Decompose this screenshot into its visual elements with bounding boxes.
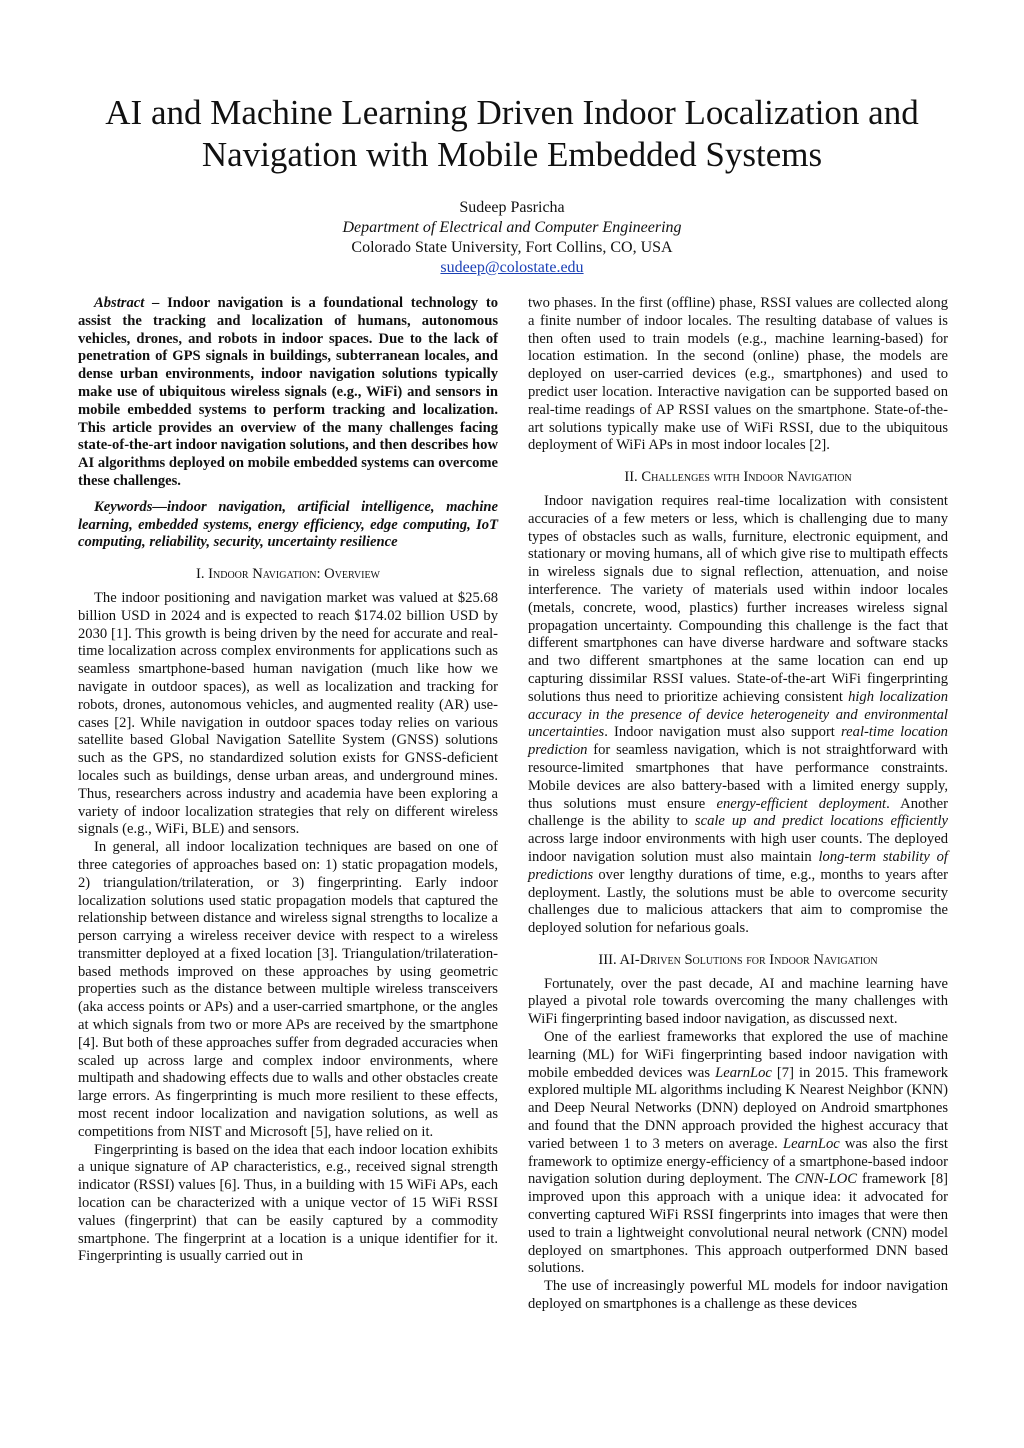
paper-title: AI and Machine Learning Driven Indoor Localization and Navigation with Mobile Embedded Systems xyxy=(105,93,919,174)
s2-emph-f: energy-efficient deployment xyxy=(716,795,887,812)
s2-emph-j: long-term stability of predictions xyxy=(528,848,948,883)
s2-text-e: for seamless navigation, which is not straightforward with resource-limited smartphones that have performance constraints. Mobile devices are also battery-based with a limited energy supply, thus solutions must ensure xyxy=(528,742,948,812)
abstract-text: – Indoor navigation is a foundational technology to assist the tracking and localization of humans, autonomous vehicles, drones, and robots in indoor spaces. Due to the lack of penetration of GPS signals in buildings, subterranean locales, and dense urban environments, indoor navigation solutions typically make use of ubiquitous wireless signals (e.g., WiFi) and sensors in mobile embedded systems to perform tracking and localization. This article provides an overview of the many challenges facing state-of-the-art indoor navigation solutions, and then describes how AI algorithms deployed on mobile embedded systems can overcome these challenges. xyxy=(78,295,498,489)
author-block xyxy=(212,198,812,278)
section-heading-1: I. Indoor Navigation: Overview xyxy=(195,566,380,583)
s3-text-c: [7] in 2015. This framework explored multiple ML algorithms including K Nearest Neighbor (KNN) and Deep Neural Networks (DNN) deployed on Android smartphones and found that the DNN approach provided the highest accuracy that varied between 1 to 3 meters on average. xyxy=(528,1064,948,1152)
author-name: Sudeep Pasricha xyxy=(459,199,565,216)
s3-text-e: was also the first framework to optimize energy-efficiency of a smartphone-based indoor navigation solution during deployment. The xyxy=(528,1135,948,1188)
section-2-paragraph xyxy=(528,493,948,938)
section-3-paragraph-2 xyxy=(528,1029,948,1278)
s2-text-k: over lengthy durations of time, e.g., months to years after deployment. Lastly, the solutions must be able to overcome security challenges due to malicious attackers that aim to compromise the deployed solution for nefarious goals. xyxy=(528,866,948,937)
right-column xyxy=(528,295,948,1314)
s3-emph-learnloc-2: LearnLoc xyxy=(782,1135,840,1152)
s2-text-i: across large indoor environments with high user counts. The deployed indoor navigation solution must also maintain xyxy=(528,831,948,865)
author-email-link[interactable]: sudeep@colostate.edu xyxy=(440,259,584,276)
author-department: Department of Electrical and Computer Engineering xyxy=(342,219,682,236)
s3-text-a: One of the earliest frameworks that explored the use of machine learning (ML) for WiFi fingerprinting based indoor navigation with mobile embedded devices was xyxy=(528,1029,948,1081)
section-1-paragraph-4: two phases. In the first (offline) phase, RSSI values are collected along a finite number of indoor locales. The resulting database of values is then often used to train models (e.g., machine learning-based) for location estimation. In the second (online) phase, the models are deployed on user-carried devices (e.g., smartphones) and used to predict user location. Interactive navigation can be supported based on real-time readings of AP RSSI values on the smartphone. State-of-the-art solutions typically make use of WiFi RSSI, due to the ubiquitous deployment of WiFi APs in most indoor locales [2]. xyxy=(528,295,948,454)
abstract-lead: Abstract xyxy=(94,295,145,311)
s2-emph-d: real-time location prediction xyxy=(528,724,948,759)
keywords-text: indoor navigation, artificial intelligence, machine learning, embedded systems, energy efficiency, edge computing, IoT computing, reliability, security, uncertainty resilience xyxy=(78,498,498,551)
s3-emph-learnloc-1: LearnLoc xyxy=(715,1064,772,1081)
s2-text-c: . Indoor navigation must also support xyxy=(604,724,842,741)
s3-emph-cnnloc: CNN-LOC xyxy=(794,1171,858,1188)
section-heading-3: III. AI-Driven Solutions for Indoor Navigation xyxy=(598,951,878,968)
author-affiliation: Colorado State University, Fort Collins, CO, USA xyxy=(351,239,673,256)
s2-emph-h: scale up and predict locations efficiently xyxy=(694,813,948,830)
s2-text-a: Indoor navigation requires real-time localization with consistent accuracies of a few meters or less, which is challenging due to many types of obstacles such as walls, furniture, electronic equipment, and stationary or moving humans, all of which give rise to multipath effects in wireless signals due to signal reflection, attenuation, and noise interference. The variety of materials used within indoor locales (metals, concrete, wood, plastics) further increases wireless signal propagation uncertainty. Compounding this challenge is the fact that different smartphones can have diverse hardware and software stacks and two different smartphones at the same location can end up capturing dissimilar RSSI values. State-of-the-art WiFi fingerprinting solutions thus need to prioritize achieving consistent xyxy=(528,492,948,705)
s2-text-g: . Another challenge is the ability to xyxy=(528,795,948,830)
s3-text-g: framework [8] improved upon this approach with a unique idea: it advocated for converting captured WiFi RSSI fingerprints into images that were then used to train a lightweight convolutional neural network (CNN) model deployed on smartphones. This approach outperformed DNN based solutions. xyxy=(528,1171,948,1277)
keywords xyxy=(78,499,498,552)
keywords-lead: Keywords— xyxy=(94,498,167,515)
section-1-paragraph-1: The indoor positioning and navigation market was valued at $25.68 billion USD in 2024 and is expected to reach $174.02 billion USD by 2030 [1]. This growth is being driven by the need for accurate and real-time localization across complex environments for applications such as seamless smartphone-based human navigation (much like how we navigate in outdoor spaces), as well as localization and tracking for robots, drones, autonomous vehicles, and augmented reality (AR) use-cases [2]. While navigation in outdoor spaces today relies on various satellite based Global Navigation Satellite System (GNSS) solutions such as the GPS, no standardized solution exists for GNSS-deficient locales such as buildings, dense urban areas, and underground mines. Thus, researchers across industry and academia have been exploring a variety of indoor localization strategies that rely on different wireless signals (e.g., WiFi, BLE) and sensors. xyxy=(78,589,498,838)
abstract xyxy=(78,295,498,491)
section-3-paragraph-3: The use of increasingly powerful ML models for indoor navigation deployed on smartphones is a challenge as these devices xyxy=(528,1278,948,1313)
section-3-paragraph-1: Fortunately, over the past decade, AI and machine learning have played a pivotal role towards overcoming the many challenges with WiFi fingerprinting based indoor navigation, as discussed next. xyxy=(528,975,948,1028)
section-1-paragraph-3: Fingerprinting is based on the idea that each indoor location exhibits a unique signature of AP characteristics, e.g., received signal strength indicator (RSSI) values [6]. Thus, in a building with 15 WiFi APs, each location can be characterized with a unique vector of 15 WiFi RSSI values (fingerprint) that can be easily captured by a commodity smartphone. The fingerprint at a location is a unique identifier for it. Fingerprinting is usually carried out in xyxy=(78,1141,498,1265)
section-heading-2: II. Challenges with Indoor Navigation xyxy=(624,469,852,486)
left-column xyxy=(78,295,498,1266)
s2-emph-b: high localization accuracy in the presence of device heterogeneity and environmental uncertainties xyxy=(528,688,948,741)
section-1-paragraph-2: In general, all indoor localization techniques are based on one of three categories of approaches based on: 1) static propagation models, 2) triangulation/trilateration, or 3) fingerprinting. Early indoor localization solutions used static propagation models that captured the relationship between distance and wireless signal strengths to localize a person carrying a wireless receiver device with respect to a wireless transmitter deployed at a fixed location [3]. Triangulation/trilateration-based methods improved on these approaches by using geometric properties such as the distance between multiple wireless transceivers (aka access points or APs) and a user-carried smartphone, or the angles at which signals from two or more APs are received by the smartphone [4]. But both of these approaches suffer from degraded accuracies when scaled up across large and complex indoor environments, where multipath and shadowing effects due to walls and other obstacles create large errors. As fingerprinting is much more resilient to these effects, most recent indoor localization and navigation solutions, as well as competitions from NIST and Microsoft [5], have relied on it. xyxy=(78,839,498,1140)
